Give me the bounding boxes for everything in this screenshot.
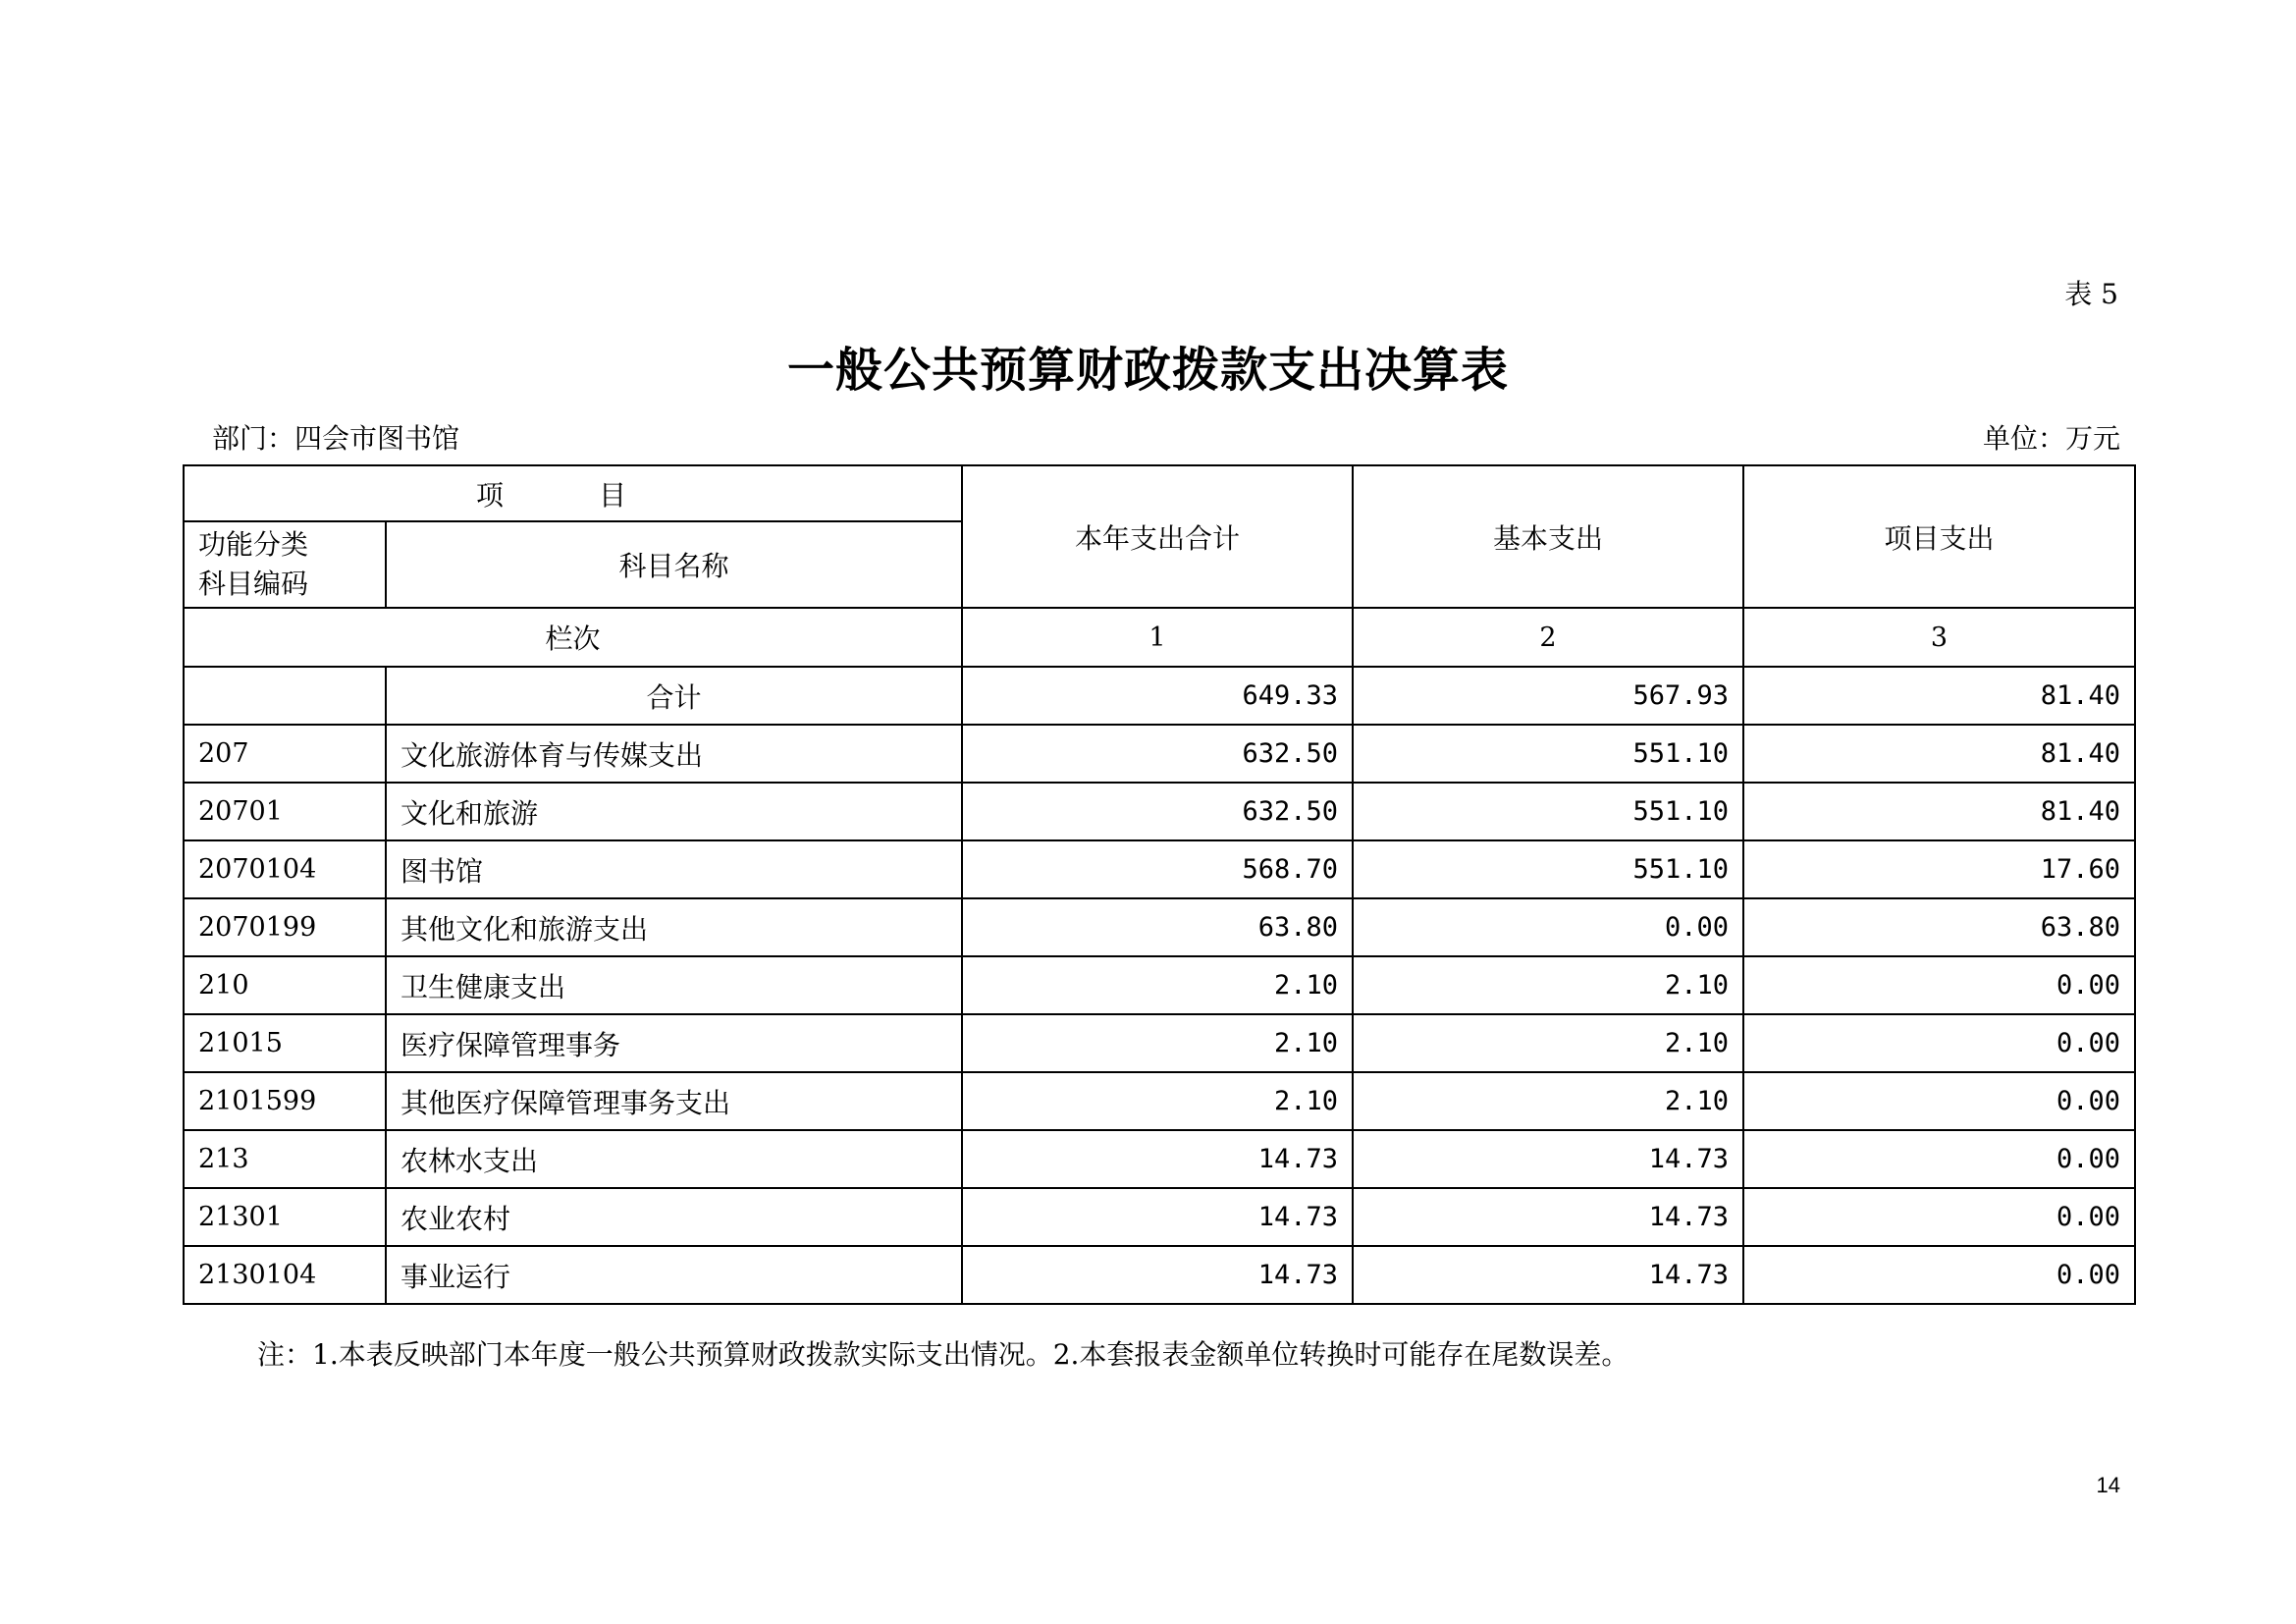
row-basic: 2.10 [1353,1014,1743,1072]
table-row [184,783,2135,840]
row-name: 图书馆 [386,840,962,898]
table-row [184,840,2135,898]
row-code: 21015 [184,1014,386,1072]
row-code: 21301 [184,1188,386,1246]
header-row-project [184,465,2135,521]
row-total: 14.73 [962,1246,1353,1304]
header-project-expense: 项目支出 [1743,465,2135,608]
row-total: 14.73 [962,1188,1353,1246]
row-name: 文化旅游体育与传媒支出 [386,725,962,783]
row-total: 632.50 [962,783,1353,840]
row-total: 2.10 [962,1072,1353,1130]
row-project: 81.40 [1743,667,2135,725]
row-basic: 14.73 [1353,1130,1743,1188]
header-index-2: 2 [1353,608,1743,667]
header-index-1: 1 [962,608,1353,667]
row-basic: 2.10 [1353,956,1743,1014]
row-code: 207 [184,725,386,783]
row-project: 0.00 [1743,1188,2135,1246]
row-project: 81.40 [1743,725,2135,783]
row-project: 81.40 [1743,783,2135,840]
table-row [184,1014,2135,1072]
table-row [184,667,2135,725]
header-code-line: 功能分类 [198,528,309,561]
row-total: 632.50 [962,725,1353,783]
page-number: 14 [2096,1473,2120,1497]
header-row-index [184,608,2135,667]
table-row [184,898,2135,956]
header-name: 科目名称 [386,521,962,608]
row-basic: 551.10 [1353,725,1743,783]
row-total: 14.73 [962,1130,1353,1188]
table-row [184,1130,2135,1188]
row-total: 63.80 [962,898,1353,956]
row-basic: 551.10 [1353,840,1743,898]
row-name: 合计 [386,667,962,725]
row-name: 其他文化和旅游支出 [386,898,962,956]
row-basic: 14.73 [1353,1246,1743,1304]
department-label: 部门：四会市图书馆 [212,422,460,455]
table-row [184,1246,2135,1304]
row-code: 210 [184,956,386,1014]
row-project: 0.00 [1743,1072,2135,1130]
row-total: 568.70 [962,840,1353,898]
row-project: 0.00 [1743,1014,2135,1072]
row-basic: 551.10 [1353,783,1743,840]
row-name: 医疗保障管理事务 [386,1014,962,1072]
row-name: 农林水支出 [386,1130,962,1188]
row-total: 2.10 [962,1014,1353,1072]
row-code: 20701 [184,783,386,840]
row-name: 文化和旅游 [386,783,962,840]
header-total: 本年支出合计 [962,465,1353,608]
page-title: 一般公共预算财政拨款支出决算表 [786,343,1509,398]
header-code-line: 科目编码 [198,568,309,600]
row-code: 2070104 [184,840,386,898]
row-total: 649.33 [962,667,1353,725]
header-code [184,521,386,608]
header-index-3: 3 [1743,608,2135,667]
row-name: 卫生健康支出 [386,956,962,1014]
row-name: 其他医疗保障管理事务支出 [386,1072,962,1130]
row-basic: 2.10 [1353,1072,1743,1130]
table-row [184,1072,2135,1130]
table-row [184,1188,2135,1246]
table-number: 表 5 [2064,278,2118,310]
table-row [184,725,2135,783]
row-project: 17.60 [1743,840,2135,898]
row-basic: 567.93 [1353,667,1743,725]
row-code: 2130104 [184,1246,386,1304]
header-basic: 基本支出 [1353,465,1743,608]
row-total: 2.10 [962,956,1353,1014]
budget-table [183,464,2136,1305]
footnote: 注：1.本表反映部门本年度一般公共预算财政拨款实际支出情况。2.本套报表金额单位转换时可能存在尾数误差。 [257,1338,1629,1371]
row-name: 农业农村 [386,1188,962,1246]
row-project: 0.00 [1743,1246,2135,1304]
unit-label: 单位：万元 [1982,422,2120,455]
row-code: 2070199 [184,898,386,956]
row-code: 2101599 [184,1072,386,1130]
row-code [184,667,386,725]
row-project: 0.00 [1743,956,2135,1014]
row-name: 事业运行 [386,1246,962,1304]
header-project: 项 目 [184,465,962,521]
header-lanci: 栏次 [184,608,962,667]
row-code: 213 [184,1130,386,1188]
row-project: 0.00 [1743,1130,2135,1188]
row-project: 63.80 [1743,898,2135,956]
table-row [184,956,2135,1014]
row-basic: 0.00 [1353,898,1743,956]
row-basic: 14.73 [1353,1188,1743,1246]
